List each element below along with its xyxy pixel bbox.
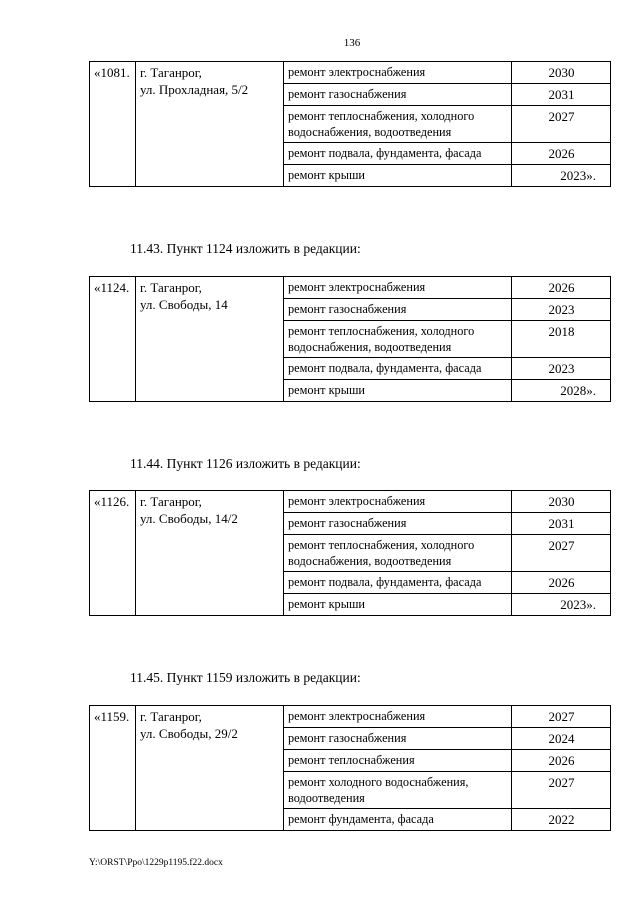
address-street: ул. Прохладная, 5/2 bbox=[140, 82, 249, 97]
page-number: 136 bbox=[343, 37, 361, 49]
work-type: ремонт электроснабжения bbox=[284, 62, 512, 84]
work-type: ремонт крыши bbox=[284, 380, 512, 402]
work-type: ремонт крыши bbox=[284, 594, 512, 616]
work-year: 2023 bbox=[512, 358, 611, 380]
work-year: 2018 bbox=[512, 321, 611, 358]
address-street: ул. Свободы, 14/2 bbox=[140, 511, 238, 526]
paragraph-heading: 11.44. Пункт 1126 изложить в редакции: bbox=[130, 456, 361, 471]
work-type: ремонт теплоснабжения bbox=[284, 750, 512, 772]
work-type: ремонт газоснабжения bbox=[284, 84, 512, 106]
work-year: 2023». bbox=[512, 594, 611, 616]
work-type: ремонт теплоснабжения, холодного водоснабжения, водоотведения bbox=[284, 106, 512, 143]
entry-table-1081 bbox=[89, 61, 611, 187]
work-type: ремонт крыши bbox=[284, 165, 512, 187]
work-type: ремонт теплоснабжения, холодного водоснабжения, водоотведения bbox=[284, 321, 512, 358]
item-number: «1124. bbox=[90, 277, 136, 402]
work-type: ремонт подвала, фундамента, фасада bbox=[284, 572, 512, 594]
work-year: 2023 bbox=[512, 299, 611, 321]
work-year: 2031 bbox=[512, 513, 611, 535]
work-year: 2030 bbox=[512, 62, 611, 84]
item-number: «1159. bbox=[90, 706, 136, 831]
work-type: ремонт электроснабжения bbox=[284, 491, 512, 513]
address-cell bbox=[136, 491, 284, 616]
footer-file-path: Y:\ORST\Ppo\1229p1195.f22.docx bbox=[89, 858, 223, 868]
work-type: ремонт подвала, фундамента, фасада bbox=[284, 143, 512, 165]
work-year: 2027 bbox=[512, 706, 611, 728]
work-year: 2027 bbox=[512, 106, 611, 143]
work-year: 2027 bbox=[512, 772, 611, 809]
work-type: ремонт газоснабжения bbox=[284, 728, 512, 750]
work-year: 2023». bbox=[512, 165, 611, 187]
address-cell bbox=[136, 706, 284, 831]
work-year: 2031 bbox=[512, 84, 611, 106]
item-number: «1081. bbox=[90, 62, 136, 187]
work-year: 2026 bbox=[512, 572, 611, 594]
work-type: ремонт электроснабжения bbox=[284, 706, 512, 728]
address-cell bbox=[136, 277, 284, 402]
item-number: «1126. bbox=[90, 491, 136, 616]
address-street: ул. Свободы, 29/2 bbox=[140, 726, 238, 741]
entry-table-1124 bbox=[89, 276, 611, 402]
work-type: ремонт газоснабжения bbox=[284, 513, 512, 535]
work-year: 2030 bbox=[512, 491, 611, 513]
address-street: ул. Свободы, 14 bbox=[140, 297, 228, 312]
work-type: ремонт фундамента, фасада bbox=[284, 809, 512, 831]
address-cell bbox=[136, 62, 284, 187]
entry-table-1126 bbox=[89, 490, 611, 616]
work-year: 2026 bbox=[512, 277, 611, 299]
work-year: 2027 bbox=[512, 535, 611, 572]
paragraph-heading: 11.45. Пункт 1159 изложить в редакции: bbox=[130, 670, 361, 685]
paragraph-heading: 11.43. Пункт 1124 изложить в редакции: bbox=[130, 241, 361, 256]
work-type: ремонт газоснабжения bbox=[284, 299, 512, 321]
work-year: 2022 bbox=[512, 809, 611, 831]
work-type: ремонт подвала, фундамента, фасада bbox=[284, 358, 512, 380]
work-year: 2026 bbox=[512, 750, 611, 772]
work-type: ремонт электроснабжения bbox=[284, 277, 512, 299]
work-type: ремонт холодного водоснабжения, водоотведения bbox=[284, 772, 512, 809]
address-city: г. Таганрог, bbox=[140, 280, 202, 295]
entry-table-1159 bbox=[89, 705, 611, 831]
work-year: 2028». bbox=[512, 380, 611, 402]
address-city: г. Таганрог, bbox=[140, 709, 202, 724]
address-city: г. Таганрог, bbox=[140, 65, 202, 80]
work-year: 2024 bbox=[512, 728, 611, 750]
work-type: ремонт теплоснабжения, холодного водоснабжения, водоотведения bbox=[284, 535, 512, 572]
work-year: 2026 bbox=[512, 143, 611, 165]
address-city: г. Таганрог, bbox=[140, 494, 202, 509]
